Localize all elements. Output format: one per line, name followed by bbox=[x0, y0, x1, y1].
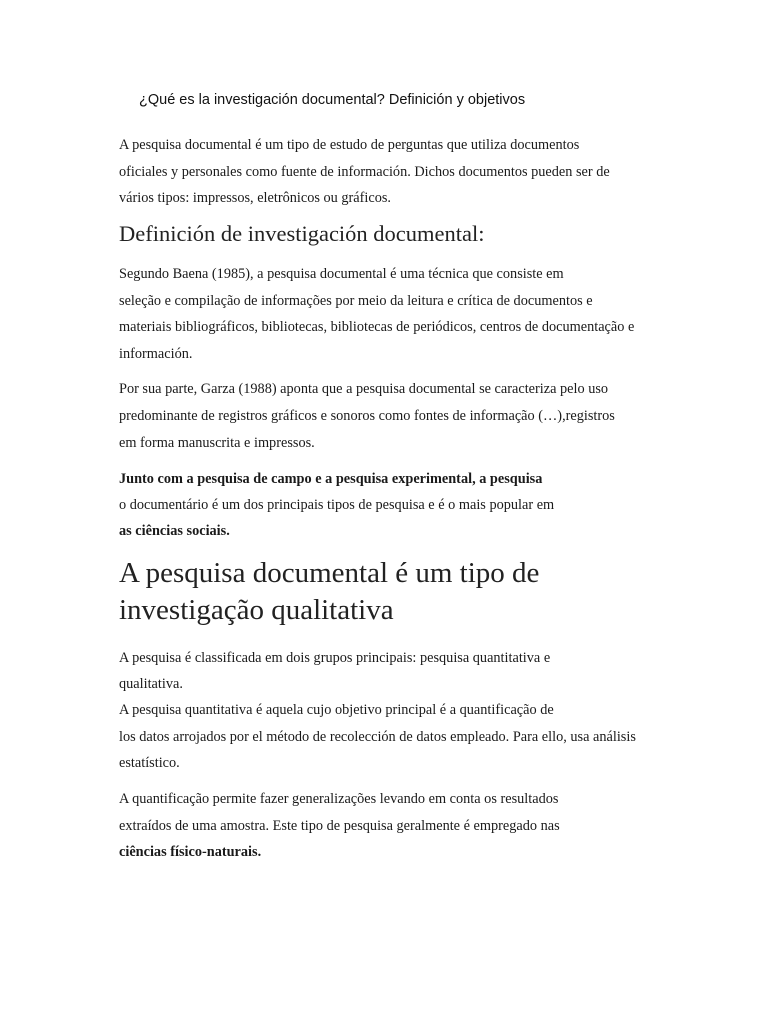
paragraph-line: predominante de registros gráficos e sonoros como fontes de informação (…),registros bbox=[119, 408, 615, 424]
intro-line: A pesquisa documental é um tipo de estudo de perguntas que utiliza documentos bbox=[119, 137, 580, 153]
paragraph-line: seleção e compilação de informações por meio da leitura e crítica de documentos e bbox=[119, 293, 593, 309]
bold-paragraph-line: ciências físico-naturais. bbox=[119, 844, 262, 860]
paragraph-line: em forma manuscrita e impressos. bbox=[119, 435, 315, 451]
paragraph-line: Segundo Baena (1985), a pesquisa documental é uma técnica que consiste em bbox=[119, 266, 564, 282]
page-title: ¿Qué es la investigación documental? Definición y objetivos bbox=[139, 92, 526, 108]
paragraph-line: información. bbox=[119, 346, 193, 362]
section-heading-qualitative: investigação qualitativa bbox=[119, 594, 394, 626]
paragraph-line: qualitativa. bbox=[119, 676, 183, 692]
paragraph-line: A pesquisa é classificada em dois grupos principais: pesquisa quantitativa e bbox=[119, 650, 551, 666]
paragraph-line: materiais bibliográficos, bibliotecas, bibliotecas de periódicos, centros de documentação e bbox=[119, 319, 635, 335]
paragraph-line: Por sua parte, Garza (1988) aponta que a pesquisa documental se caracteriza pelo uso bbox=[119, 381, 609, 397]
intro-line: oficiales y personales como fuente de información. Dichos documentos pueden ser de bbox=[119, 164, 610, 180]
intro-line: vários tipos: impressos, eletrônicos ou gráficos. bbox=[119, 190, 391, 206]
paragraph-line: estatístico. bbox=[119, 755, 180, 771]
paragraph-line: o documentário é um dos principais tipos de pesquisa e é o mais popular em bbox=[119, 497, 555, 513]
paragraph-line: A pesquisa quantitativa é aquela cujo objetivo principal é a quantificação de bbox=[119, 702, 554, 718]
section-heading-definition: Definición de investigación documental: bbox=[119, 221, 485, 246]
bold-paragraph-line: Junto com a pesquisa de campo e a pesquisa experimental, a pesquisa bbox=[119, 471, 543, 487]
paragraph-line: los datos arrojados por el método de recolección de datos empleado. Para ello, usa análisis bbox=[119, 729, 636, 745]
section-heading-qualitative: A pesquisa documental é um tipo de bbox=[119, 557, 540, 589]
paragraph-line: A quantificação permite fazer generalizações levando em conta os resultados bbox=[119, 791, 559, 807]
paragraph-line: extraídos de uma amostra. Este tipo de pesquisa geralmente é empregado nas bbox=[119, 818, 560, 834]
bold-paragraph-line: as ciências sociais. bbox=[119, 523, 230, 539]
